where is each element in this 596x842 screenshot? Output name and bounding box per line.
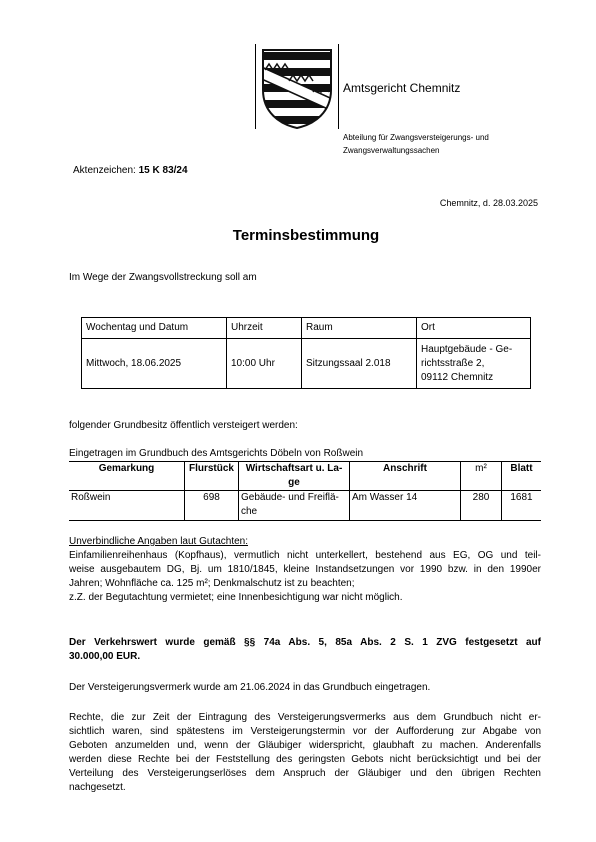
value-statement-line-2: 30.000,00 EUR. <box>69 651 141 662</box>
header-time: Uhrzeit <box>227 318 302 339</box>
header-anschrift: Anschrift <box>350 462 461 491</box>
appraisal-line-4: z.Z. der Begutachtung vermietet; eine Innenbesichtigung war nicht möglich. <box>69 592 403 603</box>
cell-wirtschaftsart <box>239 491 350 521</box>
rights-line-5: Verteilung des Versteigerungserlöses dem Anspruch der Gläubiger und den übrigen Rechten <box>69 768 541 779</box>
appraisal-line-1: Einfamilienreihenhaus (Kopfhaus), vermutlich nicht unterkellert, bestehend aus EG, OG und teil- <box>69 550 541 561</box>
page-title: Terminsbestimmung <box>232 227 380 244</box>
department-line-1: Abteilung für Zwangsversteigerungs- und <box>343 133 489 142</box>
place-line-3: 09112 Chemnitz <box>421 371 494 383</box>
header-divider-left <box>255 44 256 129</box>
place-date: Chemnitz, d. 28.03.2025 <box>439 198 538 208</box>
cell-room: Sitzungssaal 2.018 <box>302 339 417 389</box>
file-reference-value: 15 K 83/24 <box>138 165 188 176</box>
cell-gemarkung: Roßwein <box>69 491 185 521</box>
department-line-2: Zwangsverwaltungssachen <box>343 146 440 155</box>
place-line-1: Hauptgebäude - Ge- <box>421 343 513 355</box>
place-line-2: richtsstraße 2, <box>421 357 485 369</box>
court-name: Amtsgericht Chemnitz <box>343 81 461 95</box>
wirtschaftsart-line-1: Gebäude- und Freiflä- <box>241 492 339 503</box>
appraisal-line-3: Jahren; Wohnfläche ca. 125 m²; Denkmalschutz ist zu beachten; <box>69 578 355 589</box>
header-room: Raum <box>302 318 417 339</box>
cell-time: 10:00 Uhr <box>227 339 302 389</box>
header-flurstueck: Flurstück <box>185 462 239 491</box>
file-reference-label: Aktenzeichen: <box>73 165 139 176</box>
appraisal-heading: Unverbindliche Angaben laut Gutachten: <box>69 536 249 547</box>
intro-text: Im Wege der Zwangsvollstreckung soll am <box>69 272 257 283</box>
property-table <box>69 461 541 521</box>
appraisal-section <box>69 535 541 605</box>
header-gemarkung: Gemarkung <box>69 462 185 491</box>
register-line: Eingetragen im Grundbuch des Amtsgerichts Döbeln von Roßwein <box>69 448 364 459</box>
appraisal-line-2: weise ausgebautem DG, Bj. um 1810/1845, kleine Instandsetzungen vor 1990 bzw. in den 1990er <box>69 564 541 575</box>
value-statement <box>69 636 541 664</box>
registration-note: Der Versteigerungsvermerk wurde am 21.06.2024 in das Grundbuch eingetragen. <box>69 682 431 693</box>
rights-line-2: sichtlich waren, sind spätestens im Versteigerungstermin vor der Aufforderung zur Abgabe von <box>69 726 541 737</box>
rights-line-3: Geboten anzumelden und, wenn der Gläubiger widerspricht, glaubhaft zu machen. Anderenfalls <box>69 740 541 751</box>
header-place: Ort <box>417 318 531 339</box>
rights-line-4: werden diese Rechte bei der Feststellung des geringsten Gebots nicht berücksichtigt und bei der <box>69 754 541 765</box>
coat-of-arms-icon <box>259 46 335 130</box>
header-m2: m² <box>461 462 502 491</box>
value-statement-line-1: Der Verkehrswert wurde gemäß §§ 74a Abs. 5, 85a Abs. 2 S. 1 ZVG festgesetzt auf <box>69 637 541 648</box>
header-wirtschaftsart <box>239 462 350 491</box>
header-blatt: Blatt <box>502 462 542 491</box>
cell-place <box>417 339 531 389</box>
header-date: Wochentag und Datum <box>82 318 227 339</box>
rights-line-1: Rechte, die zur Zeit der Eintragung des Versteigerungsvermerks aus dem Grundbuch nicht er- <box>69 712 541 723</box>
cell-flurstueck: 698 <box>185 491 239 521</box>
property-intro: folgender Grundbesitz öffentlich versteigert werden: <box>69 420 298 431</box>
cell-anschrift: Am Wasser 14 <box>350 491 461 521</box>
wirtschaftsart-line-2: che <box>241 506 258 517</box>
cell-m2: 280 <box>461 491 502 521</box>
header-wirtschaftsart-line-1: Wirtschaftsart u. La- <box>245 463 343 474</box>
rights-line-6: nachgesetzt. <box>69 782 126 793</box>
cell-blatt: 1681 <box>502 491 542 521</box>
cell-date: Mittwoch, 18.06.2025 <box>82 339 227 389</box>
rights-notice <box>69 711 541 795</box>
header-divider-right <box>338 44 339 129</box>
header-wirtschaftsart-line-2: ge <box>288 477 300 488</box>
appointment-table <box>81 317 531 389</box>
file-reference <box>73 164 188 178</box>
